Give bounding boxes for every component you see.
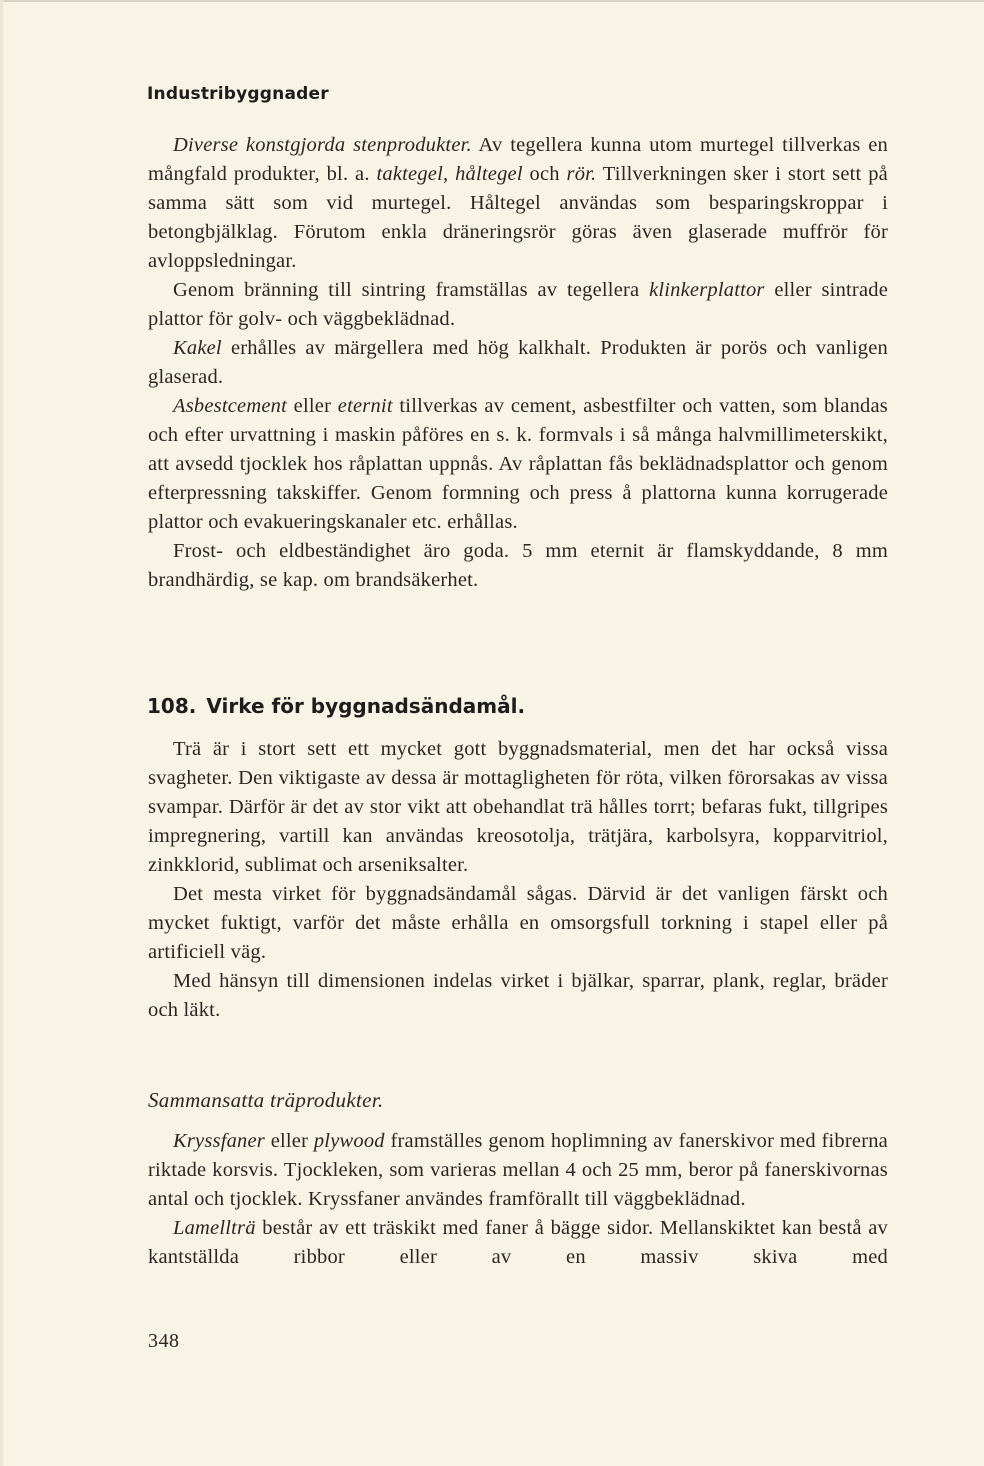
term-diverse-stenprodukter: Diverse konstgjorda stenprodukter.: [173, 134, 472, 156]
term-kakel: Kakel: [173, 337, 222, 359]
term-klinkerplattor: klinkerplattor: [649, 279, 765, 301]
paragraph-virket-sagas: Det mesta virket för byggnadsändamål sågas. Därvid är det vanligen färskt och mycket fuktigt, varför det måste erhålla en omsorgsfull torkning i stapel eller på artificiell väg.: [148, 883, 888, 963]
page-top-edge: [0, 0, 984, 2]
paragraph-kryssfaner: Kryssfaner eller plywood framställes genom hoplimning av fanerskivor med fibrerna riktade korsvis. Tjockleken, som varieras mellan 4 och 25 mm, beror på fanerskivornas antal och tjocklek. Kryssfaner användes framförallt till väggbeklädnad.: [148, 1130, 888, 1210]
term-asbestcement: Asbestcement: [173, 395, 287, 417]
paragraph-kakel: Kakel erhålles av märgellera med hög kalkhalt. Produkten är porös och vanligen glaserad.: [148, 337, 888, 388]
paragraph-lamelltra: Lamellträ består av ett träskikt med faner å bägge sidor. Mellanskiktet kan bestå av kantställda ribbor eller av en massiv skiva med: [148, 1217, 888, 1268]
page-number: 348: [148, 1330, 180, 1352]
term-lamelltra: Lamellträ: [173, 1217, 256, 1239]
term-plywood: plywood: [313, 1130, 385, 1152]
section-number: 108.: [147, 694, 197, 718]
running-header: Industribyggnader: [147, 84, 329, 104]
page-left-edge: [0, 0, 3, 1466]
term-taktegel-haltegel: taktegel, håltegel: [376, 163, 523, 185]
text-block-traprodukter: [148, 1127, 888, 1272]
paragraph-frost-eldbestandighet: Frost- och eldbeständighet äro goda. 5 mm eternit är flamskyddande, 8 mm brandhärdig, se kap. om brandsäkerhet.: [148, 540, 888, 591]
section-heading-108: [147, 694, 525, 718]
term-kryssfaner: Kryssfaner: [173, 1130, 265, 1152]
section-title: Virke för byggnadsändamål.: [206, 694, 526, 718]
paragraph-asbestcement: Asbestcement eller eternit tillverkas av cement, asbestfilter och vatten, som blandas och efter urvattning i maskin påföres en s. k. formvals i så många halvmillimeterskikt, att avsedd tjocklek hos råplattan uppnås. Av råplattan fås beklädnadsplattor och genom efterpressning takskiffer. Genom formning och press å plattorna kunna korrugerade plattor och evakueringskanaler etc. erhållas.: [148, 395, 888, 533]
paragraph-dimensioner: Med hänsyn till dimensionen indelas virket i bjälkar, sparrar, plank, reglar, bräder och läkt.: [148, 970, 888, 1021]
term-ror: rör.: [566, 163, 597, 185]
paragraph-klinkerplattor: Genom bränning till sintring framställas av tegellera klinkerplattor eller sintrade plattor för golv- och väggbeklädnad.: [148, 279, 888, 330]
subheading-sammansatta-traprodukter: Sammansatta träprodukter.: [148, 1088, 384, 1112]
text-block-virke: [148, 735, 888, 1025]
text-block-stone-products: [148, 131, 888, 595]
paragraph-diverse-stenprodukter: Diverse konstgjorda stenprodukter. Av tegellera kunna utom murtegel tillverkas en mångfald produkter, bl. a. taktegel, håltegel och rör. Tillverkningen sker i stort sett på samma sätt som vid murtegel. Håltegel användas som besparingskroppar i betongbjälklag. Förutom enkla dräneringsrör göras även glaserade muffrör för avloppsledningar.: [148, 134, 888, 272]
paragraph-tra-byggnadsmaterial: Trä är i stort sett ett mycket gott byggnadsmaterial, men det har också vissa svagheter. Den viktigaste av dessa är mottagligheten för röta, vilken förorsakas av vissa svampar. Därför är det av stor vikt att obehandlat trä hålles torrt; befaras fukt, tillgripes impregnering, vartill kan användas kreosotolja, trätjära, karbolsyra, kopparvitriol, zinkklorid, sublimat och arseniksalter.: [148, 738, 888, 876]
term-eternit: eternit: [337, 395, 393, 417]
